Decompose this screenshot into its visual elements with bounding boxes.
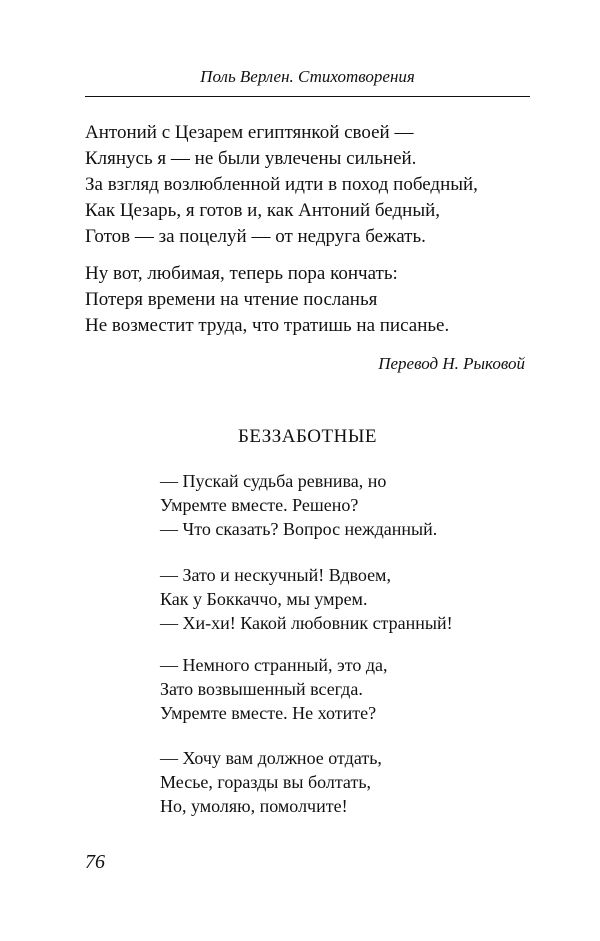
verse-line: Но, умоляю, помолчите! [160, 796, 348, 816]
prev-poem-stanza-1 [85, 120, 478, 250]
verse-line: Как у Боккаччо, мы умрем. [160, 589, 368, 609]
verse-line: Готов — за поцелуй — от недруга бежать. [85, 226, 426, 247]
verse-line: — Пускай судьба ревнива, но [160, 471, 387, 491]
verse-line: — Хи-хи! Какой любовник странный! [160, 613, 453, 633]
poem-title: БЕЗЗАБОТНЫЕ [237, 426, 377, 447]
verse-line: — Что сказать? Вопрос нежданный. [160, 519, 438, 539]
verse-line: Умремте вместе. Решено? [160, 495, 359, 515]
poem-stanza-4 [160, 746, 382, 818]
verse-line: За взгляд возлюбленной идти в поход победный, [85, 174, 478, 195]
translator-credit: Перевод Н. Рыковой [378, 354, 525, 373]
poem-stanza-3 [160, 653, 388, 725]
verse-line: Зато возвышенный всегда. [160, 679, 363, 699]
page-number: 76 [85, 851, 105, 873]
verse-line: Не возместит труда, что тратишь на писанье. [85, 315, 450, 336]
verse-line: Ну вот, любимая, теперь пора кончать: [85, 263, 398, 284]
verse-line: — Хочу вам должное отдать, [160, 748, 382, 768]
prev-poem-stanza-2 [85, 261, 449, 339]
verse-line: Потеря времени на чтение посланья [85, 289, 378, 310]
verse-line: Как Цезарь, я готов и, как Антоний бедный, [85, 200, 440, 221]
verse-line: — Зато и нескучный! Вдвоем, [160, 565, 391, 585]
poem-stanza-1 [160, 469, 437, 541]
verse-line: Клянусь я — не были увлечены сильней. [85, 148, 417, 169]
verse-line: — Немного странный, это да, [160, 655, 388, 675]
header-rule [85, 96, 530, 97]
verse-line: Месье, горазды вы болтать, [160, 772, 372, 792]
poem-stanza-2 [160, 563, 453, 635]
verse-line: Умремте вместе. Не хотите? [160, 703, 377, 723]
running-header: Поль Верлен. Стихотворения [200, 67, 415, 86]
verse-line: Антоний с Цезарем египтянкой своей — [85, 122, 414, 143]
